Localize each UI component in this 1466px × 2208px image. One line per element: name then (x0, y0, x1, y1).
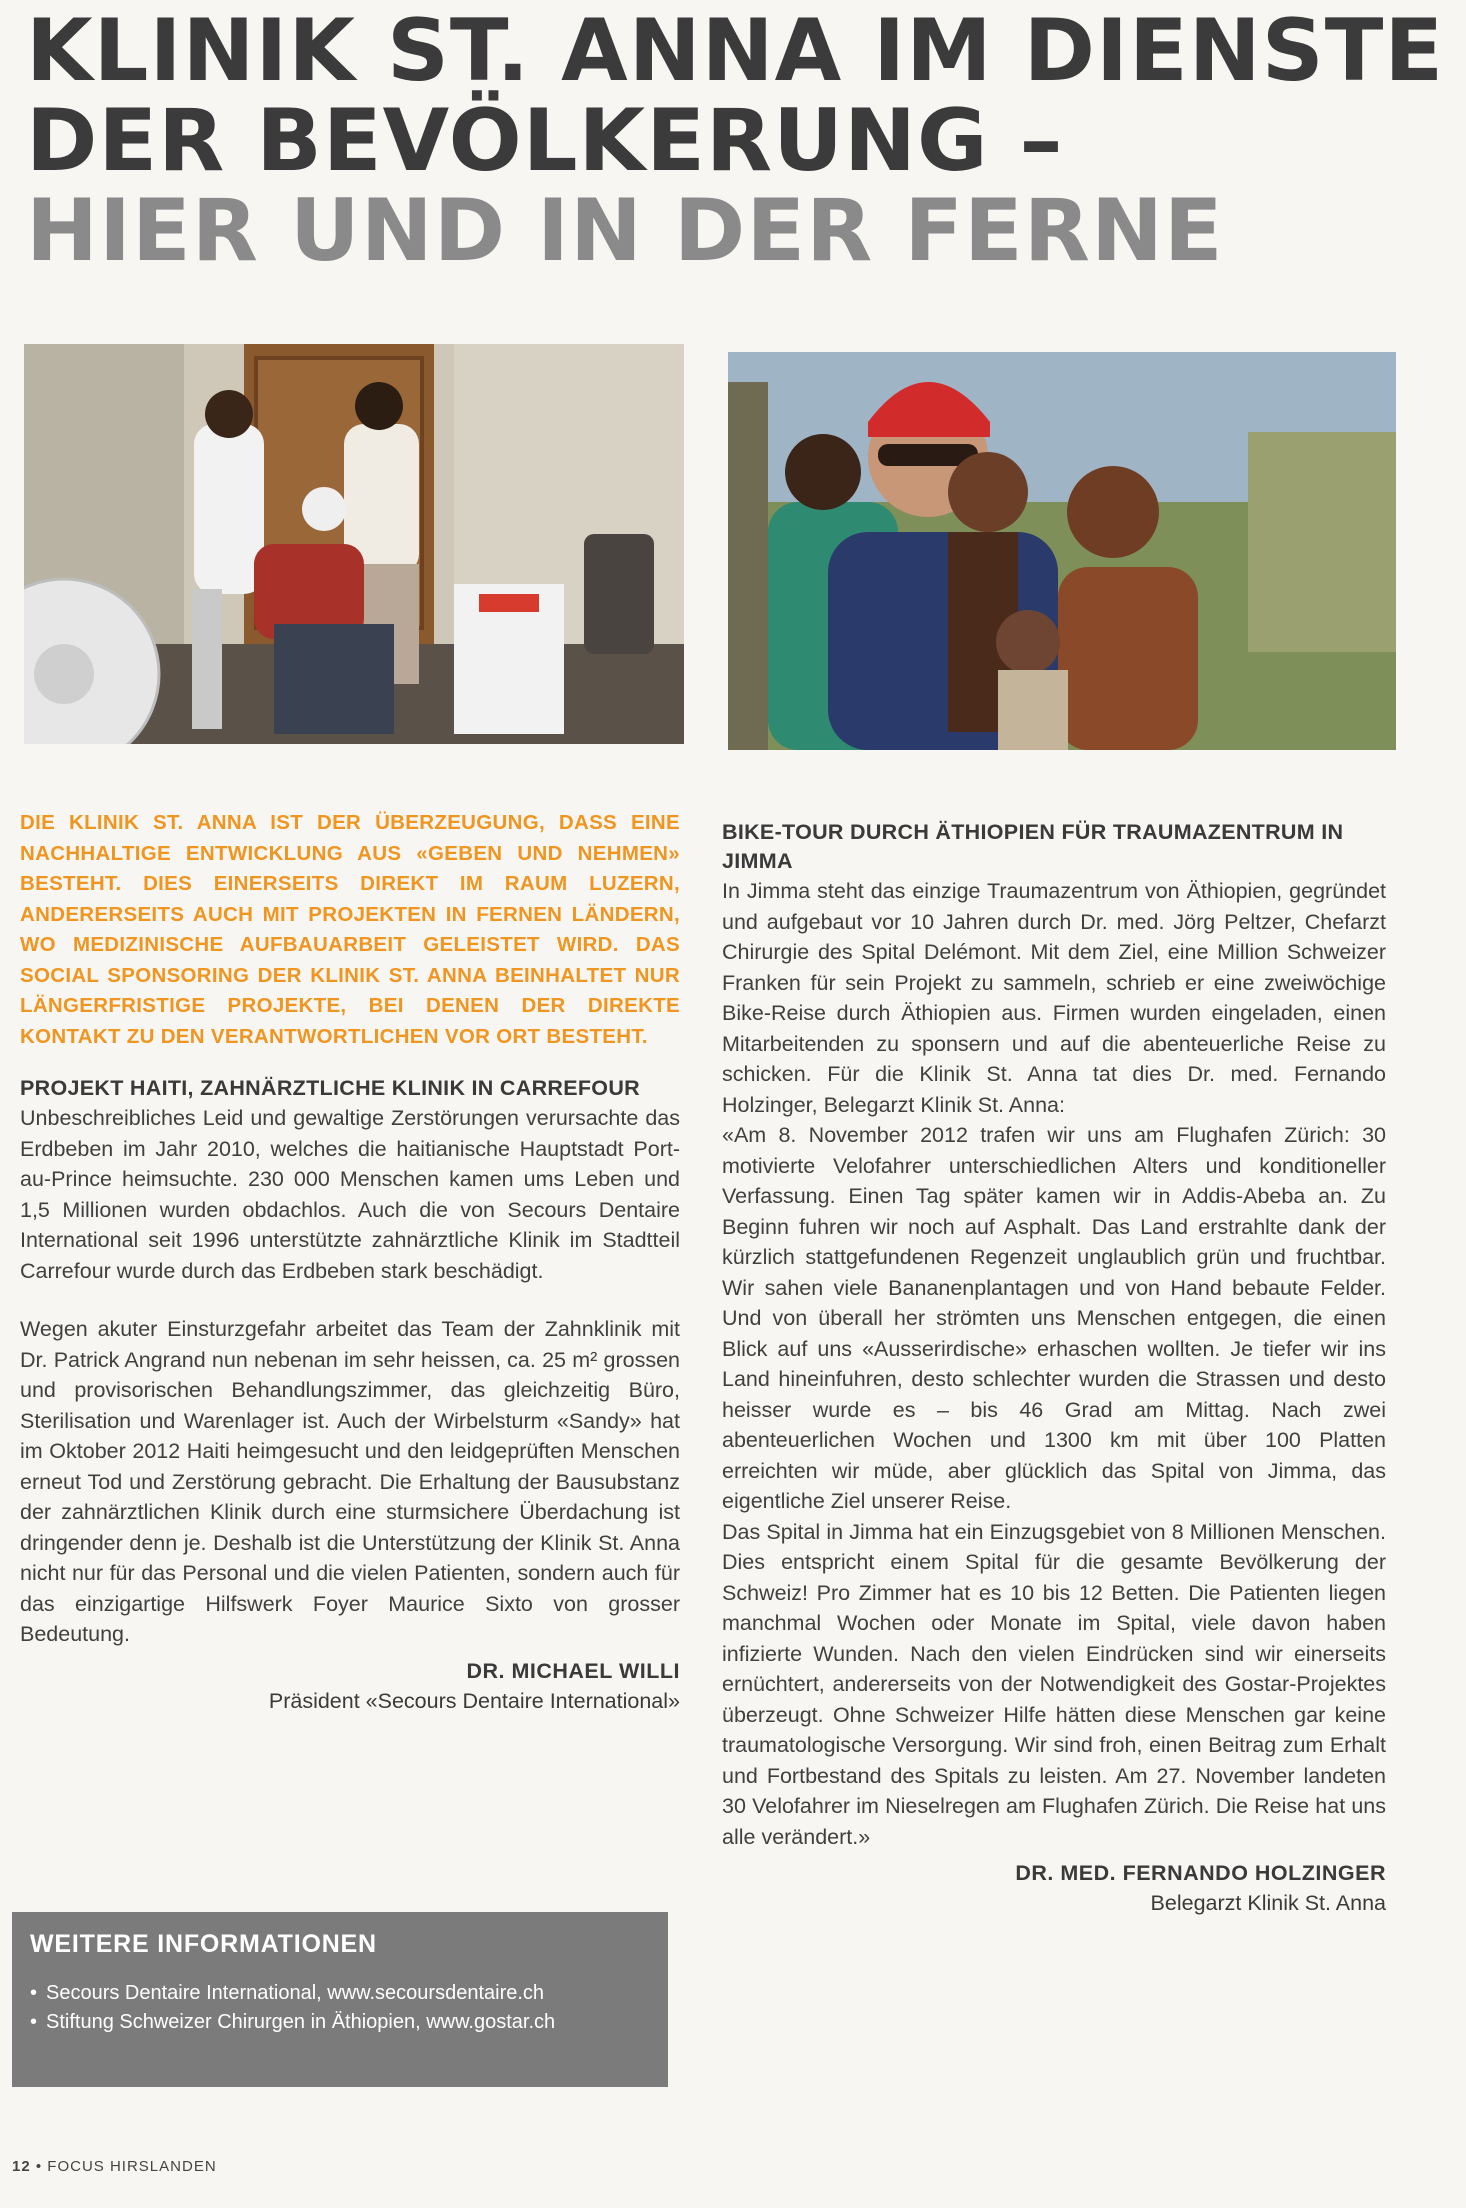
section-heading-bike-tour: BIKE-TOUR DURCH ÄTHIOPIEN FÜR TRAUMAZENTRUM IN JIMMA (722, 820, 1344, 873)
info-link-secours-dentaire[interactable]: • Secours Dentaire International, www.secoursdentaire.ch (30, 1979, 650, 2008)
haiti-paragraph-1: Unbeschreibliches Leid und gewaltige Zerstörungen verursachte das Erdbeben im Jahr 2010, welches die haitianische Hauptstadt Port-au-Prince heimsuchte. 230 000 Menschen kamen ums Leben und 1,5 Millionen wurden obdachlos. Auch die von Secours Dentaire International seit 1996 unterstützte zahnärztliche Klinik im Stadtteil Carrefour wurde durch das Erdbeben stark beschädigt. (20, 1106, 680, 1283)
bike-paragraph-1: In Jimma steht das einzige Traumazentrum von Äthiopien, gegründet und aufgebaut vor 10 Jahren durch Dr. med. Jörg Peltzer, Chefarzt Chirurgie des Spital Delémont. Mit dem Ziel, eine Million Schweizer Franken für sein Projekt zu sammeln, schrieb er eine zweiwöchige Bike-Reise durch Äthiopien aus. Firmen wurden eingeladen, einen Mitarbeitenden zu sponsern und auf die abenteuerliche Reise zu schicken. Für die Klinik St. Anna tat dies Dr. med. Fernando Holzinger, Belegarzt Klinik St. Anna: (722, 879, 1386, 1117)
info-list (30, 1979, 650, 2037)
info-link-gostar[interactable]: • Stiftung Schweizer Chirurgen in Äthiopien, www.gostar.ch (30, 2008, 650, 2037)
headline-line-2: DER BEVÖLKERUNG – (26, 91, 1064, 191)
author-role-holzinger: Belegarzt Klinik St. Anna (1150, 1891, 1386, 1915)
headline (26, 1, 1446, 281)
bike-paragraph-2: «Am 8. November 2012 trafen wir uns am Flughafen Zürich: 30 motivierte Velofahrer unterschiedlichen Alters und konditioneller Verfassung. Einen Tag später kamen wir in Addis-Abeba an. Zu Beginn fuhren wir noch auf Asphalt. Das Land erstrahlte dank der kürzlich stattgefundenen Regenzeit unglaublich grün und fruchtbar. Wir sahen viele Bananenplantagen und von Hand bebaute Felder. Und von überall her strömten uns Menschen entgegen, die einen Blick auf uns «Ausserirdische» erhaschen wollten. Je tiefer wir ins Land hineinfuhren, desto schlechter wurden die Strassen und desto heisser wurde es – bis 46 Grad am Mittag. Nach zwei abenteuerlichen Wochen und 1300 km mit über 100 Platten erreichten wir müde, aber glücklich das Spital von Jimma, das eigentliche Ziel unserer Reise. (722, 1123, 1386, 1513)
intro-lead: DIE KLINIK ST. ANNA IST DER ÜBERZEUGUNG, DASS EINE NACHHALTIGE ENTWICKLUNG AUS «GEBEN UND NEHMEN» BESTEHT. DIES EINERSEITS DIREKT IM RAUM LUZERN, ANDERERSEITS AUCH MIT PROJEKTEN IN FERNEN LÄNDERN, WO MEDIZINISCHE AUFBAUARBEIT GELEISTET WIRD. DAS SOCIAL SPONSORING DER KLINIK ST. ANNA BEINHALTET NUR LÄNGERFRISTIGE PROJEKTE, BEI DENEN DER DIREKTE KONTAKT ZU DEN VERANTWORTLICHEN VOR ORT BESTEHT. (20, 811, 680, 1048)
photo-dental-clinic (24, 344, 684, 744)
magazine-name: FOCUS HIRSLANDEN (47, 2158, 217, 2175)
author-name-willi: DR. MICHAEL WILLI (466, 1658, 680, 1683)
page-footer (12, 2158, 217, 2175)
photo-bike-tour-ethiopia (728, 352, 1396, 750)
info-box-title: WEITERE INFORMATIONEN (30, 1930, 377, 1958)
section-heading-haiti: PROJEKT HAITI, ZAHNÄRZTLICHE KLINIK IN CARREFOUR (20, 1076, 640, 1100)
headline-line-1: KLINIK ST. ANNA IM DIENSTE (26, 1, 1445, 101)
author-role-willi: Präsident «Secours Dentaire International» (268, 1688, 680, 1713)
footer-separator: • (35, 2158, 43, 2175)
page-number: 12 (12, 2158, 31, 2175)
author-name-holzinger: DR. MED. FERNANDO HOLZINGER (1015, 1861, 1386, 1885)
left-column (20, 808, 680, 1716)
headline-line-3: HIER UND IN DER FERNE (26, 181, 1224, 281)
bike-paragraph-3: Das Spital in Jimma hat ein Einzugsgebiet von 8 Millionen Menschen. Dies entspricht einem Spital für die gesamte Bevölkerung der Schweiz! Pro Zimmer hat es 10 bis 12 Betten. Die Patienten liegen manchmal Wochen oder Monate im Spital, viele davon haben infizierte Wunden. Nach den vielen Eindrücken sind wir einerseits ernüchtert, andererseits von der Notwendigkeit des Gostar-Projektes überzeugt. Ohne Schweizer Hilfe hätten diese Menschen gar keine traumatologische Versorgung. Wir sind froh, einen Beitrag zum Erhalt und Fortbestand des Spitals zu leisten. Am 27. November landeten 30 Velofahrer im Nieselregen am Flughafen Zürich. Die Reise hat uns alle verändert.» (722, 1519, 1386, 1849)
info-box (12, 1912, 668, 2087)
right-column (722, 818, 1386, 1918)
haiti-paragraph-2: Wegen akuter Einsturzgefahr arbeitet das Team der Zahnklinik mit Dr. Patrick Angrand nun nebenan im sehr heissen, ca. 25 m² grossen und provisorischen Behandlungszimmer, das gleichzeitig Büro, Sterilisation und Warenlager ist. Auch der Wirbelsturm «Sandy» hat im Oktober 2012 Haiti heimgesucht und den leidgeprüften Menschen erneut Tod und Zerstörung gebracht. Die Erhaltung der Bausubstanz der zahnärztlichen Klinik durch eine sturmsichere Überdachung ist dringender denn je. Deshalb ist die Unterstützung der Klinik St. Anna nicht nur für das Personal und die vielen Patienten, sondern auch für das einzigartige Hilfswerk Foyer Maurice Sixto von grosser Bedeutung. (20, 1317, 680, 1646)
